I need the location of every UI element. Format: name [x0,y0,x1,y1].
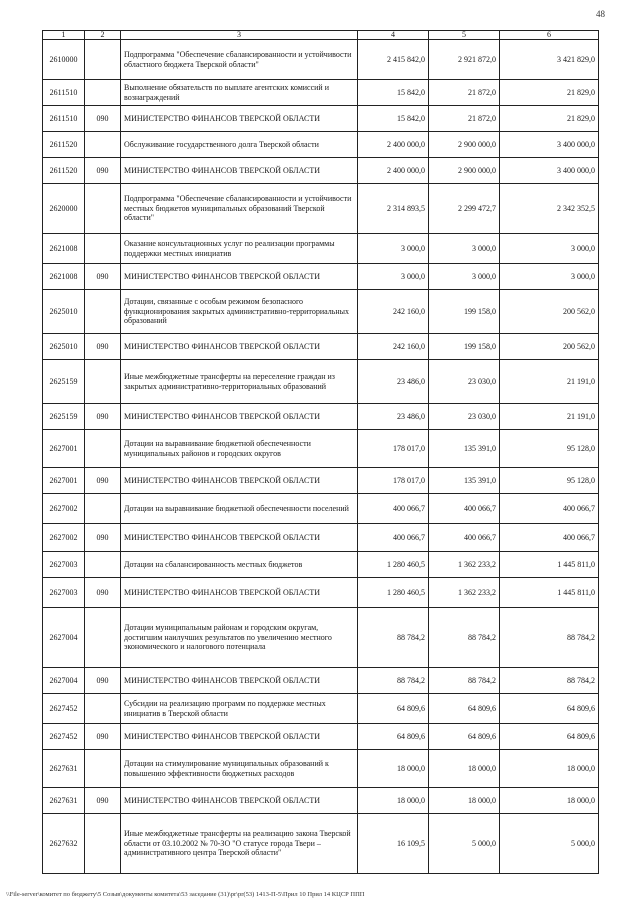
row-amount-col4: 88 784,2 [358,668,429,694]
row-name: Обслуживание государственного долга Тверской области [121,132,358,158]
row-amount-col5: 18 000,0 [429,788,500,814]
row-amount-col6: 64 809,6 [500,694,599,724]
row-amount-col4: 2 400 000,0 [358,132,429,158]
row-name: Подпрограмма "Обеспечение сбалансированности и устойчивости областного бюджета Тверской области" [121,40,358,80]
row-code: 2627452 [43,694,85,724]
row-organization-code: 090 [85,668,121,694]
row-amount-col4: 88 784,2 [358,608,429,668]
row-amount-col6: 95 128,0 [500,468,599,494]
column-header-1: 1 [43,31,85,40]
row-code: 2625010 [43,334,85,360]
row-amount-col5: 21 872,0 [429,80,500,106]
row-amount-col5: 400 066,7 [429,494,500,524]
row-amount-col6: 200 562,0 [500,290,599,334]
row-amount-col6: 400 066,7 [500,494,599,524]
table-row [43,694,599,724]
row-code: 2621008 [43,234,85,264]
row-name: МИНИСТЕРСТВО ФИНАНСОВ ТВЕРСКОЙ ОБЛАСТИ [121,788,358,814]
row-code: 2611520 [43,132,85,158]
row-name: МИНИСТЕРСТВО ФИНАНСОВ ТВЕРСКОЙ ОБЛАСТИ [121,264,358,290]
row-amount-col6: 21 191,0 [500,360,599,404]
row-amount-col4: 23 486,0 [358,360,429,404]
row-amount-col4: 400 066,7 [358,494,429,524]
row-organization-code: 090 [85,724,121,750]
table-row [43,106,599,132]
row-code: 2611510 [43,106,85,132]
row-name: Дотации на выравнивание бюджетной обеспеченности поселений [121,494,358,524]
row-name: МИНИСТЕРСТВО ФИНАНСОВ ТВЕРСКОЙ ОБЛАСТИ [121,106,358,132]
row-amount-col4: 178 017,0 [358,468,429,494]
row-amount-col5: 135 391,0 [429,468,500,494]
table-row [43,468,599,494]
row-amount-col6: 21 829,0 [500,80,599,106]
table-row [43,494,599,524]
row-name: Оказание консультационных услуг по реализации программы поддержки местных инициатив [121,234,358,264]
column-header-5: 5 [429,31,500,40]
row-amount-col5: 1 362 233,2 [429,578,500,608]
row-amount-col4: 15 842,0 [358,106,429,132]
row-amount-col6: 95 128,0 [500,430,599,468]
table-row [43,578,599,608]
row-name: МИНИСТЕРСТВО ФИНАНСОВ ТВЕРСКОЙ ОБЛАСТИ [121,578,358,608]
row-amount-col6: 2 342 352,5 [500,184,599,234]
table-row [43,334,599,360]
row-code: 2625010 [43,290,85,334]
row-organization-code [85,290,121,334]
table-row [43,40,599,80]
row-amount-col6: 21 191,0 [500,404,599,430]
row-amount-col6: 3 000,0 [500,234,599,264]
row-amount-col4: 400 066,7 [358,524,429,552]
table-row [43,430,599,468]
table-row [43,814,599,874]
row-code: 2625159 [43,404,85,430]
row-organization-code [85,750,121,788]
row-amount-col5: 2 921 872,0 [429,40,500,80]
row-organization-code [85,552,121,578]
row-amount-col4: 64 809,6 [358,694,429,724]
row-code: 2611510 [43,80,85,106]
row-code: 2611520 [43,158,85,184]
row-name: МИНИСТЕРСТВО ФИНАНСОВ ТВЕРСКОЙ ОБЛАСТИ [121,668,358,694]
row-amount-col6: 21 829,0 [500,106,599,132]
row-amount-col4: 3 000,0 [358,234,429,264]
row-amount-col5: 23 030,0 [429,404,500,430]
row-amount-col5: 1 362 233,2 [429,552,500,578]
header-row [43,31,599,40]
row-amount-col4: 2 415 842,0 [358,40,429,80]
row-organization-code [85,608,121,668]
table-row [43,158,599,184]
row-code: 2627002 [43,494,85,524]
row-name: Субсидии на реализацию программ по поддержке местных инициатив в Тверской области [121,694,358,724]
row-amount-col6: 3 000,0 [500,264,599,290]
row-name: Подпрограмма "Обеспечение сбалансированности и устойчивости местных бюджетов муниципальных образований Тверской области" [121,184,358,234]
row-organization-code [85,360,121,404]
row-code: 2627001 [43,430,85,468]
row-amount-col6: 18 000,0 [500,788,599,814]
row-code: 2627003 [43,552,85,578]
table-row [43,184,599,234]
row-amount-col4: 16 109,5 [358,814,429,874]
row-amount-col5: 64 809,6 [429,694,500,724]
row-organization-code: 090 [85,524,121,552]
row-amount-col5: 21 872,0 [429,106,500,132]
row-name: Иные межбюджетные трансферты на реализацию закона Тверской области от 03.10.2002 № 70-ЗО "О статусе города Твери – административного центра Тверской области" [121,814,358,874]
table-row [43,750,599,788]
row-code: 2627632 [43,814,85,874]
row-amount-col4: 23 486,0 [358,404,429,430]
table-row [43,264,599,290]
row-code: 2610000 [43,40,85,80]
row-amount-col5: 88 784,2 [429,608,500,668]
row-code: 2627001 [43,468,85,494]
row-organization-code: 090 [85,264,121,290]
row-amount-col4: 15 842,0 [358,80,429,106]
row-name: Дотации, связанные с особым режимом безопасного функционирования закрытых административно-территориальных образований [121,290,358,334]
row-organization-code: 090 [85,404,121,430]
page-number: 48 [596,9,605,19]
row-name: МИНИСТЕРСТВО ФИНАНСОВ ТВЕРСКОЙ ОБЛАСТИ [121,334,358,360]
table-row [43,788,599,814]
row-amount-col5: 135 391,0 [429,430,500,468]
table-row [43,668,599,694]
row-amount-col4: 64 809,6 [358,724,429,750]
table-row [43,80,599,106]
row-amount-col5: 88 784,2 [429,668,500,694]
row-code: 2627002 [43,524,85,552]
row-amount-col5: 3 000,0 [429,264,500,290]
table-row [43,290,599,334]
row-organization-code: 090 [85,578,121,608]
row-amount-col6: 3 421 829,0 [500,40,599,80]
row-code: 2620000 [43,184,85,234]
row-name: Выполнение обязательств по выплате агентских комиссий и вознаграждений [121,80,358,106]
row-organization-code [85,234,121,264]
row-amount-col6: 5 000,0 [500,814,599,874]
row-code: 2627004 [43,668,85,694]
row-organization-code: 090 [85,334,121,360]
table-row [43,234,599,264]
row-code: 2625159 [43,360,85,404]
row-name: Иные межбюджетные трансферты на переселение граждан из закрытых административно-территориальных образований [121,360,358,404]
row-amount-col5: 18 000,0 [429,750,500,788]
row-organization-code [85,494,121,524]
row-amount-col5: 64 809,6 [429,724,500,750]
row-amount-col4: 2 400 000,0 [358,158,429,184]
row-amount-col6: 1 445 811,0 [500,552,599,578]
row-name: МИНИСТЕРСТВО ФИНАНСОВ ТВЕРСКОЙ ОБЛАСТИ [121,404,358,430]
row-amount-col6: 18 000,0 [500,750,599,788]
row-organization-code: 090 [85,158,121,184]
row-organization-code [85,80,121,106]
row-amount-col4: 18 000,0 [358,750,429,788]
row-amount-col4: 3 000,0 [358,264,429,290]
row-code: 2627631 [43,788,85,814]
row-amount-col4: 1 280 460,5 [358,552,429,578]
row-code: 2627631 [43,750,85,788]
row-organization-code [85,814,121,874]
row-amount-col4: 242 160,0 [358,334,429,360]
row-amount-col6: 400 066,7 [500,524,599,552]
column-header-2: 2 [85,31,121,40]
row-name: Дотации на выравнивание бюджетной обеспеченности муниципальных районов и городских округов [121,430,358,468]
column-header-6: 6 [500,31,599,40]
row-amount-col6: 200 562,0 [500,334,599,360]
row-name: МИНИСТЕРСТВО ФИНАНСОВ ТВЕРСКОЙ ОБЛАСТИ [121,524,358,552]
footer-file-path: \\File-server\комитет по бюджету\5 Созыв\документы комитета\53 заседание (31)\pr\pr(53) 1413-П-5\Прил 10 Прил 14 КЦСР ППП [6,891,365,898]
row-code: 2621008 [43,264,85,290]
table-row [43,524,599,552]
row-amount-col6: 3 400 000,0 [500,158,599,184]
row-amount-col5: 199 158,0 [429,334,500,360]
budget-table [42,30,599,874]
row-amount-col4: 18 000,0 [358,788,429,814]
row-amount-col5: 5 000,0 [429,814,500,874]
row-amount-col4: 242 160,0 [358,290,429,334]
row-amount-col6: 88 784,2 [500,668,599,694]
row-organization-code [85,184,121,234]
row-amount-col5: 199 158,0 [429,290,500,334]
column-header-3: 3 [121,31,358,40]
row-name: МИНИСТЕРСТВО ФИНАНСОВ ТВЕРСКОЙ ОБЛАСТИ [121,724,358,750]
row-name: Дотации муниципальным районам и городским округам, достигшим наилучших результатов по увеличению местного экономического и налогового потенциала [121,608,358,668]
table-row [43,724,599,750]
row-amount-col4: 2 314 893,5 [358,184,429,234]
table-row [43,404,599,430]
table-row [43,132,599,158]
row-name: Дотации на сбалансированность местных бюджетов [121,552,358,578]
row-amount-col6: 64 809,6 [500,724,599,750]
row-organization-code [85,430,121,468]
row-amount-col4: 1 280 460,5 [358,578,429,608]
row-amount-col4: 178 017,0 [358,430,429,468]
row-name: МИНИСТЕРСТВО ФИНАНСОВ ТВЕРСКОЙ ОБЛАСТИ [121,158,358,184]
row-name: Дотации на стимулирование муниципальных образований к повышению эффективности бюджетных расходов [121,750,358,788]
table-row [43,552,599,578]
table-row [43,608,599,668]
row-amount-col5: 400 066,7 [429,524,500,552]
row-code: 2627003 [43,578,85,608]
row-code: 2627452 [43,724,85,750]
row-organization-code [85,694,121,724]
row-amount-col5: 3 000,0 [429,234,500,264]
row-organization-code: 090 [85,106,121,132]
row-amount-col6: 1 445 811,0 [500,578,599,608]
row-amount-col6: 88 784,2 [500,608,599,668]
row-organization-code [85,132,121,158]
row-amount-col5: 2 900 000,0 [429,132,500,158]
row-organization-code [85,40,121,80]
column-header-4: 4 [358,31,429,40]
table-body [43,40,599,874]
row-organization-code: 090 [85,468,121,494]
table-row [43,360,599,404]
row-name: МИНИСТЕРСТВО ФИНАНСОВ ТВЕРСКОЙ ОБЛАСТИ [121,468,358,494]
row-organization-code: 090 [85,788,121,814]
row-code: 2627004 [43,608,85,668]
row-amount-col6: 3 400 000,0 [500,132,599,158]
row-amount-col5: 23 030,0 [429,360,500,404]
row-amount-col5: 2 299 472,7 [429,184,500,234]
row-amount-col5: 2 900 000,0 [429,158,500,184]
